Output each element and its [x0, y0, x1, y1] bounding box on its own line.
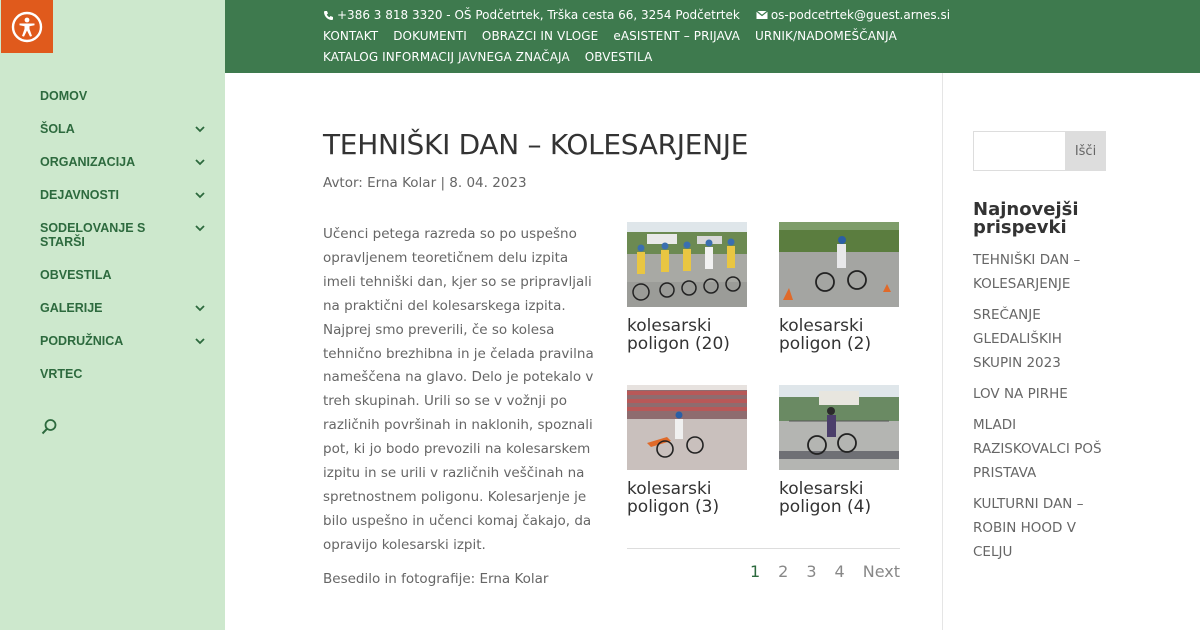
- recent-posts-title: Najnovejši prispevki: [973, 199, 1079, 238]
- phone-address-text: +386 3 818 3320 - OŠ Podčetrtek, Trška cesta 66, 3254 Podčetrtek: [337, 8, 740, 22]
- recent-post-link[interactable]: MLADI RAZISKOVALCI POŠ PRISTAVA: [973, 417, 1102, 481]
- post-meta: [323, 175, 527, 191]
- nav-item-galerije[interactable]: [40, 301, 210, 315]
- accessibility-button[interactable]: [1, 0, 53, 53]
- gallery-item[interactable]: [627, 222, 747, 353]
- gallery-caption[interactable]: kolesarski poligon (20): [627, 316, 730, 354]
- nav-item-podruznica[interactable]: [40, 334, 210, 348]
- chevron-down-icon[interactable]: [193, 301, 207, 315]
- search-input[interactable]: [973, 131, 1066, 171]
- accessibility-icon: [10, 10, 44, 44]
- recent-post-link[interactable]: SREČANJE GLEDALIŠKIH SKUPIN 2023: [973, 307, 1062, 371]
- post-body: Učenci petega razreda so po uspešno opravljenem teoretičnem delu izpita imeli tehniški dan, kjer so se pripravljali na praktični del kolesarskega izpita. Najprej smo preverili, če so kolesa tehnično brezhibna in je čelada pravilna nameščena na glavo. Delo je potekalo v treh skupinah. Urili so se v vožnji po različnih površinah in naklonih, spoznali pot, ki jo bodo prevozili na kolesarskem izpitu in se urili v različnih veščinah na spretnostnem poligonu. Kolesarjenje je bilo uspešno in učenci komaj čakajo, da opravijo kolesarski izpit.: [323, 226, 594, 553]
- top-nav-kontakt[interactable]: KONTAKT: [323, 29, 379, 43]
- top-bar: [225, 0, 1200, 73]
- meta-separator: |: [440, 175, 445, 191]
- nav-link[interactable]: PODRUŽNICA: [40, 334, 124, 348]
- top-nav-obvestila[interactable]: OBVESTILA: [584, 50, 653, 64]
- phone-icon: [323, 10, 334, 21]
- post-credit: Besedilo in fotografije: Erna Kolar: [323, 571, 549, 587]
- post-title: TEHNIŠKI DAN – KOLESARJENJE: [323, 128, 749, 161]
- page-link-1[interactable]: 1: [749, 562, 761, 581]
- chevron-down-icon[interactable]: [193, 155, 207, 169]
- nav-link[interactable]: SODELOVANJE S STARŠI: [40, 221, 146, 249]
- gallery-item[interactable]: [779, 385, 899, 516]
- left-sidebar: [0, 0, 225, 630]
- nav-item-dejavnosti[interactable]: [40, 188, 210, 202]
- page-link-4[interactable]: 4: [834, 562, 845, 581]
- gallery-thumbnail[interactable]: [627, 385, 747, 470]
- gallery-caption[interactable]: kolesarski poligon (3): [627, 479, 720, 517]
- nav-item-sola[interactable]: [40, 122, 210, 136]
- nav-link[interactable]: ŠOLA: [40, 122, 75, 136]
- contact-info: [323, 8, 950, 22]
- recent-posts-list: [973, 248, 1105, 571]
- pager-divider: [627, 548, 900, 549]
- list-item: [973, 492, 1105, 564]
- gallery-thumbnail[interactable]: [627, 222, 747, 307]
- gallery-item[interactable]: [627, 385, 747, 516]
- post-date: 8. 04. 2023: [449, 175, 527, 191]
- nav-item-domov[interactable]: [40, 89, 210, 103]
- nav-item-obvestila[interactable]: [40, 268, 210, 282]
- next-page-link[interactable]: Next: [862, 562, 900, 581]
- nav-link[interactable]: ORGANIZACIJA: [40, 155, 136, 169]
- top-nav-urnik[interactable]: URNIK/NADOMEŠČANJA: [755, 29, 897, 43]
- search-button[interactable]: Išči: [1065, 131, 1106, 171]
- top-nav-easistent[interactable]: eASISTENT – PRIJAVA: [613, 29, 740, 43]
- main-nav: [40, 89, 210, 400]
- nav-link[interactable]: VRTEC: [40, 367, 83, 381]
- gallery-pagination: [732, 562, 900, 581]
- email-link[interactable]: os-podcetrtek@guest.arnes.si: [770, 8, 951, 22]
- chevron-down-icon[interactable]: [193, 221, 207, 235]
- top-nav-row-1: [323, 29, 912, 43]
- page-link-3[interactable]: 3: [806, 562, 817, 581]
- top-nav-dokumenti[interactable]: DOKUMENTI: [393, 29, 467, 43]
- mail-icon: [756, 10, 768, 20]
- list-item: [973, 303, 1105, 375]
- column-divider: [942, 73, 943, 630]
- meta-prefix: Avtor:: [323, 175, 363, 191]
- recent-post-link[interactable]: KULTURNI DAN – ROBIN HOOD V CELJU: [973, 496, 1084, 560]
- nav-link[interactable]: GALERIJE: [40, 301, 103, 315]
- top-nav-katalog[interactable]: KATALOG INFORMACIJ JAVNEGA ZNAČAJA: [323, 50, 570, 64]
- list-item: [973, 248, 1105, 296]
- gallery-thumbnail[interactable]: [779, 385, 899, 470]
- gallery-caption[interactable]: kolesarski poligon (2): [779, 316, 872, 354]
- author-link[interactable]: Erna Kolar: [367, 175, 437, 191]
- nav-item-vrtec[interactable]: [40, 367, 210, 381]
- recent-post-link[interactable]: TEHNIŠKI DAN – KOLESARJENJE: [973, 252, 1081, 292]
- nav-item-sodelovanje[interactable]: [40, 221, 210, 249]
- list-item: [973, 382, 1105, 406]
- chevron-down-icon[interactable]: [193, 334, 207, 348]
- gallery-caption[interactable]: kolesarski poligon (4): [779, 479, 872, 517]
- page-link-2[interactable]: 2: [778, 562, 789, 581]
- email-block[interactable]: [756, 8, 950, 22]
- nav-link[interactable]: OBVESTILA: [40, 268, 112, 282]
- gallery-thumbnail[interactable]: [779, 222, 899, 307]
- chevron-down-icon[interactable]: [193, 188, 207, 202]
- list-item: [973, 413, 1105, 485]
- search-icon[interactable]: [40, 418, 58, 436]
- gallery-item[interactable]: [779, 222, 899, 353]
- recent-post-link[interactable]: LOV NA PIRHE: [973, 386, 1068, 402]
- nav-link[interactable]: DEJAVNOSTI: [40, 188, 119, 202]
- nav-link[interactable]: DOMOV: [40, 89, 88, 103]
- top-nav-row-2: [323, 50, 667, 64]
- nav-item-organizacija[interactable]: [40, 155, 210, 169]
- top-nav-obrazci[interactable]: OBRAZCI IN VLOGE: [481, 29, 599, 43]
- chevron-down-icon[interactable]: [193, 122, 207, 136]
